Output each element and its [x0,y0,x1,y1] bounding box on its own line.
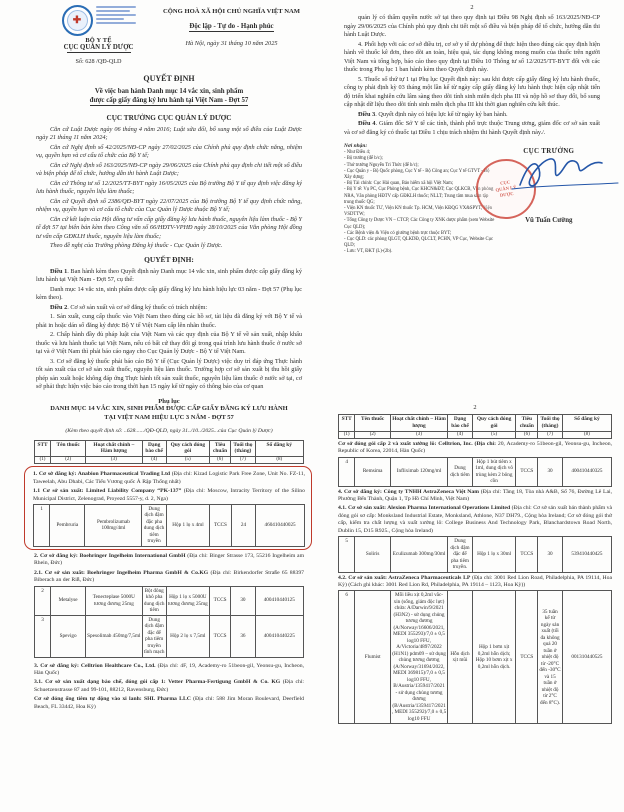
recipient-item: - Tổng Công ty Dược VN – CTCP, Các Công ty XNK dược phẩm (xem Website Cục QLD); [344,218,495,230]
decision-subtitle-line1: Về việc ban hành Danh mục 14 vắc xin, sinh phẩm [94,88,244,95]
vaccine-table-header [338,414,612,439]
cell-tieu-chuan: TCCS [209,586,231,615]
appendix-page-2 [312,404,624,724]
cell-so-dang-ky: 001310440525 [562,591,611,724]
article-paragraph: 1. Sản xuất, cung cấp thuốc vào Việt Nam theo đúng các hồ sơ, tài liệu đã đăng ký với Bộ Y tế và phải in hoặc dán số đăng ký được Bộ Y tế Việt Nam cấp lên nhãn thuốc. [36,313,302,329]
cell-hoat-chat: Pembrolizumab 100mg/4ml [85,504,142,546]
table-rows-metalyse-spevigo [34,586,304,658]
cell-stt: 4 [339,457,355,486]
manufacturer-section-2-1: 2.1. Cơ sở sản xuất: Boehringer Ingelheim Pharma GmbH & Co.KG (Địa chỉ: Birkendorfer Straße 65 88397 Biberach an der Riß, Đức) [34,569,305,584]
cell-quy-cach: Hộp 1 bơm xịt 0,2ml hỗn dịch; Hộp 10 bơm xịt x 0,2ml hỗn dịch. [472,591,516,724]
cell-stt: 6 [339,591,355,724]
cell-so-dang-ky: 539410440425 [562,537,611,573]
col-index: (2) [51,457,86,464]
table-row-remsima [338,457,612,487]
table-row [339,537,612,573]
cell-ten-thuoc: Pembruria [50,504,85,546]
recipients-label: Nơi nhận: [344,143,368,149]
article-paragraph: Điều 1. Ban hành kèm theo Quyết định này Danh mục 14 vắc xin, sinh phẩm được cấp giấy đăng ký lưu hành tại Việt Nam - Đợt 57, cụ thể: [36,267,302,284]
appendix-label: Phụ lục [158,398,180,405]
recipient-item: - Thứ trưởng Nguyễn Tri Thức (để b/c); [344,162,419,168]
national-title: CỘNG HOÀ XÃ HỘI CHỦ NGHĨA VIỆT NAM [163,8,300,15]
manufacturer-section-4-1: 4.1. Cơ sở sản xuất: Alexion Pharma International Operations Limited (Địa chỉ: Cơ sở sản xuất bán thành phẩm và đóng gói sơ cấp: Monksland Industrial Estate, Monksland, Athlone, N37 DH79., Cộng hòa Ireland; Cơ sở đóng gói thứ cấp, kiểm tra chất lượng và xuất xưởng lô: College Business And Technology Park, Blanchardstown Road North, Dublin 15, D15 R925., Cộng hòa Ireland) [338,505,612,534]
col-index: (6) [209,457,231,464]
article-paragraph: Điều 3. Quyết định này có hiệu lực kể từ ngày ký ban hành. [358,110,508,118]
col-index: (4) [142,457,166,464]
cell-tuoi-tho: 35 tuần kể từ ngày sản xuất (tối đa không quá 20 tuần ở nhiệt độ từ -20°C đến -30°C và 15 tuần ở nhiệt độ từ 2°C đến 8°C). [538,591,563,724]
cell-stt: 5 [339,537,355,573]
vaccine-table-header [34,440,304,465]
col-header-so-dang-ky: Số đăng ký [255,440,303,457]
col-header-hoat-chat: Hoạt chất chính – Hàm lượng [86,440,142,457]
cell-hoat-chat: Spesolimab 450mg/7,5ml [86,615,142,657]
department-name: CỤC QUẢN LÝ DƯỢC [63,44,134,51]
col-index: (1) [339,431,355,438]
col-index: (1) [35,457,51,464]
col-index: (5) [472,431,516,438]
article-paragraph: quản lý có thẩm quyền nước sở tại theo quy định tại Điều 98 Nghị định số 163/2025/NĐ-CP ngày 29/06/2025 của Chính phủ quy định chi tiết một số điều và biện pháp để tổ chức, hướng dẫn thi hành Luật Dược. [344,14,600,38]
article-paragraph: 2. Chấp hành đầy đủ pháp luật của Việt Nam và các quy định của Bộ Y tế về sản xuất, nhập khẩu thuốc và lưu hành thuốc tại Việt Nam, nếu có bất cứ thay đổi gì trong quá trình lưu hành thuốc ở nước sở tại và ở Việt Nam thì phải báo cáo ngay cho Cục Quản lý Dược - Bộ Y tế Việt Nam. [36,331,302,356]
table-row [35,586,304,615]
col-header-tuoi-tho: Tuổi thọ (tháng) [231,440,255,457]
recipient-item: - Cục QLD: các phòng QLGT, QLKDĐ, QLCLT, PCHN, VP Cục, Website Cục QLD; [344,236,494,249]
article-paragraph: Điều 4. Giám đốc Sở Y tế các tỉnh, thành phố trực thuộc Trung ương, giám đốc cơ sở sản xuất và cơ sở đăng ký có thuốc tại Điều 1 chịu trách nhiệm thi hành Quyết định này./. [344,120,601,136]
recipient-item: - Lưu: VT, ĐKT (L)-(2b). [344,249,393,255]
appendix-page-number: 2 [473,404,477,411]
col-header-ten-thuoc: Tên thuốc [355,415,390,432]
received-stamp [96,5,136,30]
article-paragraph: 3. Cơ sở đăng ký thuốc phải báo cáo Bộ Y tế (Cục Quản lý Dược) việc duy trì đáp ứng Thực hành tốt sản xuất của cơ sở sản xuất thuốc, nguyên liệu làm thuốc. Trường hợp cơ sở sản xuất bị thu hồi giấy phép sản xuất hoặc không đáp ứng Thực hành tốt sản xuất thuốc, nguyên liệu làm thuốc ở nước sở tại, cơ sở phải thực hiện việc báo cáo trong thời hạn 15 ngày kể từ ngày có thông báo của cơ quan [36,357,302,391]
cell-dang-bao-che: Dung dịch tiêm [448,457,473,486]
drug-administration-emblem-logo [62,5,93,36]
cell-tieu-chuan: TCCS [209,615,231,657]
recipient-item: - Các Bệnh viện & Viện có giường bệnh trực thuộc BYT; [344,230,452,236]
manufacturer-section-4-2: 4.2. Cơ sở sản xuất: AstraZeneca Pharmaceuticals LP (Địa chỉ: 3001 Red Lion Road, Philadelphia, PA 19114, Hoa Kỳ) (Cách ghi khác: 3001 Red Lion Rd, Philadelphia, PA 19114 – 1123, Hoa Kỳ)) [338,574,612,588]
cell-so-dang-ky: 400410440325 [562,457,611,486]
recital: Theo đề nghị của Trưởng phòng Đăng ký thuốc - Cục Quản lý Dược. [50,242,223,250]
cell-so-dang-ky: 460410440025 [256,504,305,546]
decision-page-1 [0,0,312,393]
recital: Căn cứ Quyết định số 2386/QĐ-BYT ngày 22/07/2025 của Bộ trưởng Bộ Y tế quy định chức năng, nhiệm vụ, quyền hạn và cơ cấu tổ chức của Cục Quản lý Dược thuộc Bộ Y tế; [36,197,302,214]
order-heading: QUYẾT ĐỊNH: [144,254,194,264]
article-paragraph: Điều 2. Cơ sở sản xuất và cơ sở đăng ký thuốc có trách nhiệm: [50,303,208,311]
col-header-dang-bao-che: Dạng bào chế [448,415,473,432]
cell-hoat-chat: Tenecteplase 5000U tương đương 25mg [86,586,142,615]
col-header-tuoi-tho: Tuổi thọ (tháng) [538,415,563,432]
divider [67,52,131,53]
manufacturer-section-1-1: 1.1 Cơ sở sản xuất: Limited Liability Company “PK-137” (Địa chỉ: Moscow, Intracity Territory of the Silino Municipal District, Zelenograd, Proyezd 5557-y, d. 2, Nga) [33,488,305,502]
cell-quy-cach: Hộp 2 lọ x 7,5ml [166,615,209,657]
page-number: 2 [470,4,474,11]
registrant-section-4: 4. Cơ sở đăng ký: Công ty TNHH AstraZeneca Việt Nam (Địa chỉ: Tầng 18, Tòa nhà A&B, Số 76, Đường Lê Lai, Phường Bến Thành, Quận 1, Tp Hồ Chí Minh, Việt Nam) [338,488,612,502]
cell-stt: 1 [34,504,50,546]
table-row [35,615,304,657]
recital: Căn cứ Thông tư số 12/2025/TT-BYT ngày 16/05/2025 của Bộ trưởng Bộ Y tế quy định việc đăng ký lưu hành thuốc, nguyên liệu làm thuốc; [36,179,302,196]
col-header-so-dang-ky: Số đăng ký [562,415,611,432]
cell-tieu-chuan: TCCS [516,457,538,486]
col-header-stt: STT [35,440,51,457]
cell-ten-thuoc: Remsima [355,457,390,486]
emblem-cross-icon: ✚ [72,14,82,26]
col-header-stt: STT [339,415,355,432]
col-index: (2) [355,431,390,438]
recipient-item: - Bộ Tài chính: Cục Hải quan, Bảo hiểm xã hội Việt Nam; [344,181,454,187]
signature-block [494,143,600,253]
col-index: (6) [516,431,538,438]
ministry-name: BỘ Y TẾ [85,37,112,44]
cell-tuoi-tho: 30 [538,537,563,573]
table-row [339,457,612,486]
cell-ten-thuoc: Spevigo [51,615,86,657]
cell-dang-bao-che: Hỗn dịch xịt mũi [448,591,473,724]
cell-tuoi-tho: 30 [231,586,255,615]
secondary-packaging-site-line: Cơ sở đóng gói cấp 2 và xuất xưởng lô: Celltrion, Inc. (Địa chỉ: 20, Academy-ro 51beon-gil, Yeonsu-gu, Incheon, Republic of Korea, 22014, Hàn Quốc) [338,440,612,455]
col-index: (3) [390,431,447,438]
col-header-hoat-chat: Hoạt chất chính – Hàm lượng [390,415,447,432]
page1-header [36,5,302,65]
cell-tieu-chuan: TCCS [516,537,538,573]
table-row-pembruria [33,504,305,547]
appendix-title-line1: DANH MỤC 14 VẮC XIN, SINH PHẨM ĐƯỢC CẤP GIẤY ĐĂNG KÝ LƯU HÀNH [50,405,288,412]
cell-so-dang-ky: 400410440225 [255,615,303,657]
registrant-section-2: 2. Cơ sở đăng ký: Boehringer Ingelheim International GmbH (Địa chỉ: Binger Strasse 173, 55216 Ingelheim am Rhein, Đức) [34,552,304,567]
cell-ten-thuoc: Flumist [355,591,390,724]
cell-stt: 3 [35,615,51,657]
recipient-item: - Như Điều 4; [344,150,371,156]
col-index: (7) [538,431,563,438]
page2-body-text [344,14,600,137]
registrant-section-3: 3. Cơ sở đăng ký: Celltrion Healthcare Co., Ltd. (Địa chỉ: 4F, 19, Academy-ro 51beon-gil, Yeonsu-gu, Incheon, Hàn Quốc) [34,662,304,676]
syringe-assembly-site-line: Cơ sở đóng ống tiêm tự động vào xi lanh: SHL Pharma LLC (Địa chỉ: 588 Jim Moran Boulevard, Deerfield Beach, FL 33442, Hoa Kỳ) [34,696,304,710]
cell-quy-cach: Hộp 1 lọ x 5000U tương đương 25mg [166,586,209,615]
col-header-quy-cach: Quy cách đóng gói [166,440,209,457]
cell-so-dang-ky: 400410440125 [255,586,303,615]
cell-dang-bao-che: Dung dịch đậm đặc để pha tiêm truyền tĩnh mạch [143,616,165,656]
col-header-quy-cach: Quy cách đóng gói [472,415,516,432]
signer-title: CỤC TRƯỞNG [523,147,575,155]
issuing-authority: CỤC TRƯỞNG CỤC QUẢN LÝ DƯỢC [106,113,232,122]
col-header-tieu-chuan: Tiêu chuẩn [516,415,538,432]
red-highlight-annotation [24,466,312,550]
decision-title: QUYẾT ĐỊNH [143,74,195,83]
place-date-line: Hà Nội, ngày 31 tháng 10 năm 2025 [185,40,278,47]
page1-body-text [36,126,302,392]
cell-tieu-chuan: TCCS [210,504,232,546]
col-index: (8) [255,457,303,464]
appendix-title-line2: TẠI VIỆT NAM HIỆU LỰC 3 NĂM - ĐỢT 57 [104,413,234,421]
cell-hoat-chat: Mỗi liều xịt 0,2ml vắc-xin (sống, giảm độc lực) chứa: A/Darwin/9/2021 (H3N2) - sử dụng chủng tương đương (A/Norway/16606/2021, MEDI 355293)/7,0 ± 0,5 log10 FFU, A/Victoria/4897/2022 (H1N1) pdm09 – sử dụng chủng tương đương (A/Norway/31694/2022, MEDI 369815)/7,0 ± 0,5 log10 FFU, B/Austria/1359417/2021 - sử dụng chủng tương đương (B/Austria/1359417/2021, MEDI 355292)/7,0 ± 0,5 log10 FFU [391,592,447,722]
recipient-item: - Viện KN thuốc TƯ, Viện KN thuốc Tp. HCM, Viện KĐQG VX&SPYT, Viện VSDTTW; [344,205,493,218]
col-header-tieu-chuan: Tiêu chuẩn [209,440,231,457]
col-index: (4) [448,431,473,438]
article-paragraph: 4. Phối hợp với các cơ sở điều trị, cơ sở y tế dự phòng để thực hiện theo đúng các quy định hiện hành về thuốc kê đơn, theo dõi an toàn, hiệu quả, tác dụng không mong muốn của thuốc trên người Việt Nam và tổng hợp, báo cáo theo quy định tại Điều 10 Thông tư số 12/2025/TT-BYT đối với các thuốc trong Phụ lục 1 ban hành kèm theo Quyết định này. [344,40,600,73]
signer-name: Vũ Tuấn Cường [525,217,573,224]
recipient-item: - Cục Quân y - Bộ Quốc phòng, Cục Y tế - Bộ Công an; Cục Y tế GTVT - Bộ Xây dựng; [344,168,490,180]
table-row [339,591,612,724]
col-index: (7) [231,457,255,464]
cell-ten-thuoc: Metalyse [51,586,86,615]
appendix-reference-line: (Kèm theo quyết định số: ..628....../QĐ-QLD, ngày 31../10../2025...của Cục Quản lý Dược) [65,427,273,434]
handwritten-signature [506,145,621,203]
cell-tuoi-tho: 24 [231,504,255,546]
cell-dang-bao-che: Dung dịch đậm đặc pha dung dịch tiêm truyền [143,505,165,545]
col-header-ten-thuoc: Tên thuốc [51,440,86,457]
recital: Căn cứ Luật Dược ngày 06 tháng 4 năm 2016; Luật sửa đổi, bổ sung một số điều của Luật Dược ngày 21 tháng 11 năm 2024; [36,125,302,142]
article-paragraph: 5. Thuốc số thứ tự 1 tại Phụ lục Quyết định này: sau khi được cấp giấy đăng ký lưu hành thuốc, công ty phải định kỳ 03 tháng một lần kể từ ngày cấp giấy đăng ký lưu hành thực hiện cập nhật tiến độ triển khai nghiên cứu lâm sàng theo dõi tính sinh miễn dịch pha III và nộp hồ sơ thay đổi, bổ sung cập nhật dữ liệu theo dõi tính sinh miễn dịch pha III khi thời gian nghiên cứu kết thúc. [344,75,600,108]
cell-tieu-chuan: TCCS [516,591,538,724]
appendix-page-1 [0,398,312,712]
recital: Căn cứ kết luận của Hội đồng tư vấn cấp giấy đăng ký lưu hành thuốc, nguyên liệu làm thuốc - Bộ Y tế đợt 57 tại biên bản kèm theo Công văn số 66/HĐTV-VPHĐ ngày 28/10/2025 của Văn phòng Hội đồng tư vấn cấp GĐKLH thuốc, nguyên liệu làm thuốc; [36,215,302,240]
cell-hoat-chat: Eculizumab 300mg/30ml [390,537,447,573]
col-index: (5) [166,457,209,464]
col-header-dang-bao-che: Dạng bào chế [142,440,166,457]
cell-quy-cach: Hộp 1 lọ x 4ml [166,504,209,546]
table-row-flumist [338,590,612,724]
cell-hoat-chat: Infliximab 120mg/ml [390,457,447,486]
cell-ten-thuoc: Soliris [355,537,390,573]
table-row-soliris [338,536,612,573]
cell-stt: 2 [35,586,51,615]
manufacturer-section-3-1: 3.1. Cơ sở sản xuất dạng bào chế, đóng gói cấp 1: Vetter Pharma-Fertigung GmbH & Co. KG (Địa chỉ: Schuetzenstrasse 87 and 99-101, 88212, Ravensburg, Đức) [34,679,304,693]
document-number: Số: 628 /QĐ-QLD [75,58,122,65]
cell-quy-cach: Hộp 1 lọ x 30ml [472,537,516,573]
cell-quy-cach: Hộp 1 bút tiêm x 1ml, dung dịch vô trùng kèm 2 bông cồn [472,457,516,486]
decision-subtitle-line2: được cấp giấy đăng ký lưu hành tại Việt Nam - Đợt 57 [89,97,249,105]
article-paragraph: Danh mục 14 vắc xin, sinh phẩm được cấp giấy đăng ký lưu hành hiệu lực 03 năm - Đợt 57 (Phụ lục kèm theo). [36,285,302,302]
cell-tuoi-tho: 36 [231,615,255,657]
recital: Căn cứ Nghị định số 42/2025/NĐ-CP ngày 27/02/2025 của Chính phủ quy định chức năng, nhiệm vụ, quyền hạn và cơ cấu tổ chức của Bộ Y tế; [36,143,302,160]
registrant-section-1: 1. Cơ sở đăng ký: Anabion Pharmaceutical Trading Ltd (Địa chỉ: Kizad Logistic Park Free Zone, Unit No. FZ-11, Taweelah, Abu Dhabi, Các Tiểu Vương quốc Ả Rập Thống nhất) [33,471,305,485]
recital: Căn cứ Nghị định số 163/2025/NĐ-CP ngày 29/06/2025 của Chính phủ quy định chi tiết một số điều và biện pháp để tổ chức, hướng dẫn thi hành Luật Dược; [36,161,302,178]
recipient-item: - Bộ Y tế: Vụ PC, Cục Phòng bệnh, Cục KHCN&ĐT; Cục QLKCB, Văn phòng NRA, Văn phòng HĐTV cấp GĐKLH thuốc; NLLT; Trung tâm mua sắm tập trung thuốc QG; [344,187,494,205]
recipient-item: - Bộ trưởng (để b/c); [344,156,383,162]
official-red-stamp: CỤC QUẢN LÝ DƯỢC [472,155,540,223]
decision-page-2 [312,0,624,256]
col-index: (3) [86,457,142,464]
cell-dang-bao-che: Bột đông khô pha dung dịch tiêm [143,587,165,614]
recipients-list [344,143,498,256]
national-motto: Độc lập - Tự do - Hạnh phúc [189,23,274,30]
cell-tuoi-tho: 30 [538,457,563,486]
cell-dang-bao-che: Dung dịch đậm đặc để pha tiêm truyền. [448,537,473,573]
col-index: (8) [562,431,611,438]
